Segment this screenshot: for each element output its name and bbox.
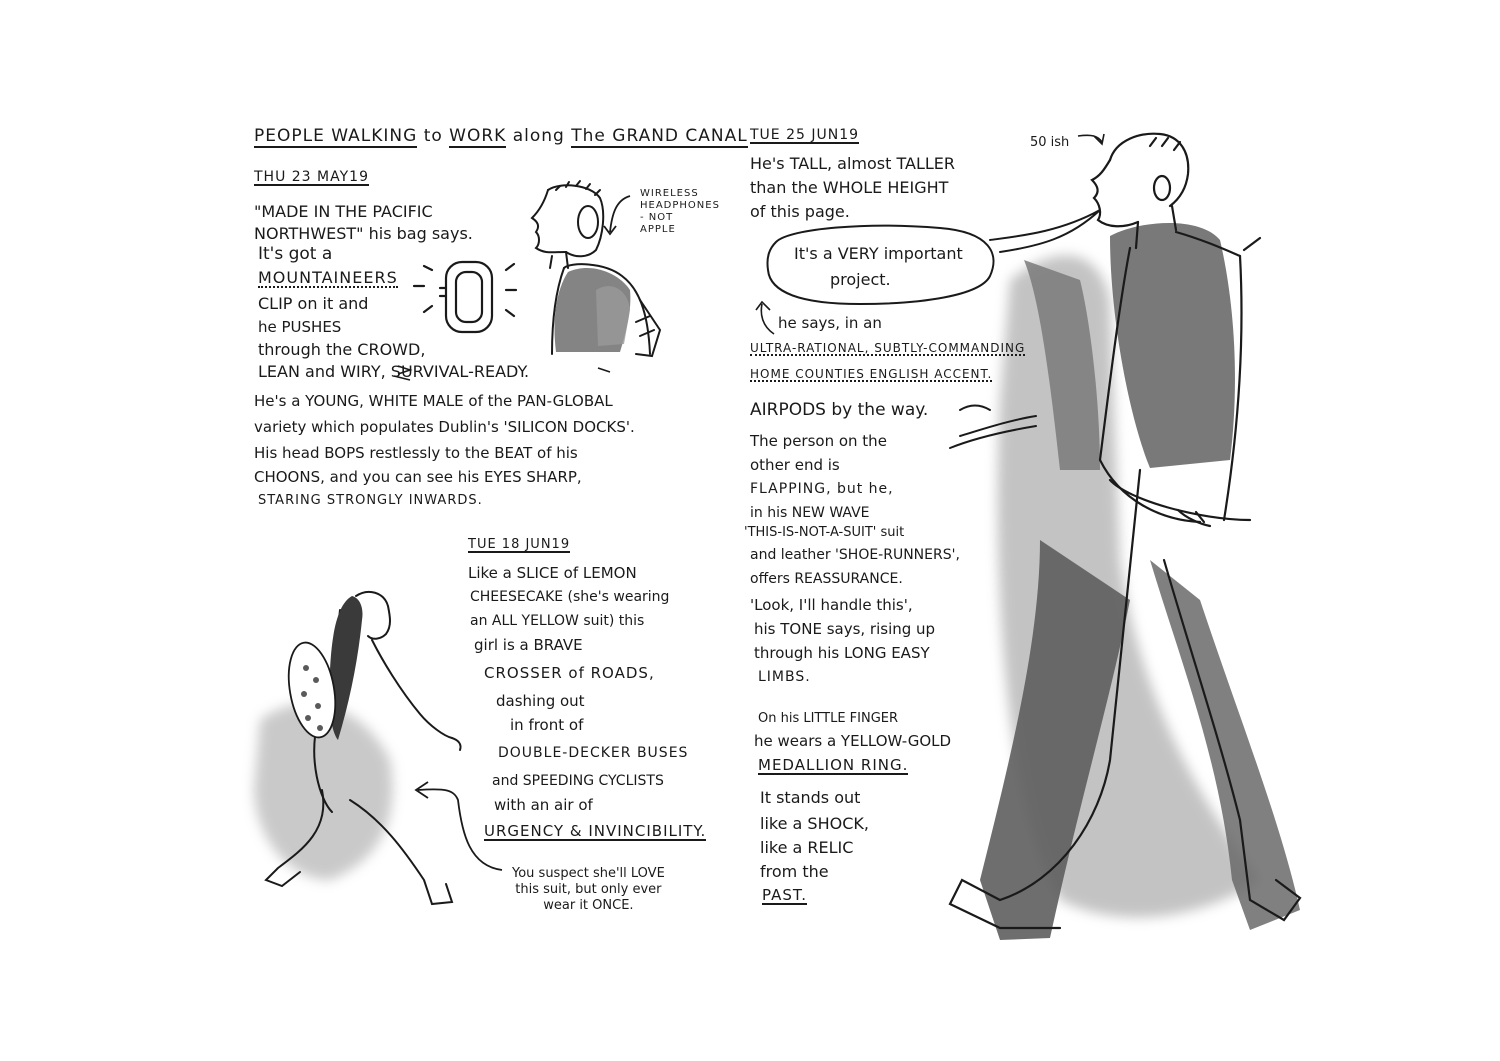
age-arrow — [1078, 134, 1104, 144]
entry-3-line: his TONE says, rising up — [754, 620, 936, 638]
headphones-arrow — [604, 196, 630, 234]
entry-3-line: like a RELIC — [760, 838, 854, 857]
entry-1-line: He's a YOUNG, WHITE MALE of the PAN-GLOBAL — [254, 392, 613, 410]
entry-1-line: NORTHWEST" his bag says. — [254, 224, 473, 243]
title-part-2: to — [423, 126, 443, 146]
entry-3-line: FLAPPING, but he, — [750, 481, 894, 497]
speech-line: It's a VERY important — [794, 244, 963, 263]
entry-2-line: Like a SLICE of LEMON — [468, 564, 637, 582]
entry-2-line: DOUBLE-DECKER BUSES — [498, 745, 689, 761]
entry-2-line: CHEESECAKE (she's wearing — [470, 589, 670, 605]
entry-1-line: CLIP on it and — [258, 294, 369, 313]
title-part-4: along — [512, 126, 565, 146]
entry-2-line: with an air of — [494, 796, 593, 814]
entry-1-line: His head BOPS restlessly to the BEAT of his — [254, 444, 578, 462]
entry-3-line: and leather 'SHOE-RUNNERS', — [750, 547, 960, 563]
backpack-fill — [555, 268, 631, 352]
entry-2-date: TUE 18 JUN19 — [468, 537, 571, 552]
entry-2-line: dashing out — [496, 692, 585, 710]
entry-1-line: through the CROWD, — [258, 340, 426, 359]
entry-3-line: PAST. — [762, 886, 808, 904]
entry-3-line: On his LITTLE FINGER — [758, 711, 899, 726]
entry-2-line: CROSSER of ROADS, — [484, 664, 655, 682]
title-part-3: WORK — [449, 126, 507, 146]
entry-3-intro-line: of this page. — [750, 202, 850, 221]
entry-1-line: It's got a — [258, 244, 333, 264]
annotation-line: HEADPHONES — [640, 200, 720, 211]
entry-3-line: MEDALLION RING. — [758, 756, 909, 774]
entry-3-line: from the — [760, 862, 829, 881]
entry-3-line: HOME COUNTIES ENGLISH ACCENT. — [750, 367, 993, 381]
entry-3-line: he wears a YELLOW-GOLD — [754, 732, 952, 750]
title-part-1: PEOPLE WALKING — [254, 126, 418, 146]
entry-3-line: like a SHOCK, — [760, 814, 869, 833]
entry-3-intro-line: than the WHOLE HEIGHT — [750, 178, 949, 197]
entry-1-line: STARING STRONGLY INWARDS. — [258, 493, 483, 508]
annotation-line: APPLE — [640, 224, 676, 235]
page-header — [254, 128, 748, 145]
entry-1-line: "MADE IN THE PACIFIC — [254, 202, 433, 221]
entry-3-intro-line: He's TALL, almost TALLER — [750, 154, 956, 173]
entry-1-line: CHOONS, and you can see his EYES SHARP, — [254, 468, 582, 486]
entry-2-line: an ALL YELLOW suit) this — [470, 613, 645, 629]
entry-1-line: variety which populates Dublin's 'SILICON DOCKS'. — [254, 418, 635, 436]
entry-3-line: 'Look, I'll handle this', — [750, 596, 913, 614]
entry-3-line: AIRPODS by the way. — [750, 400, 929, 420]
entry-1-line: he PUSHES — [258, 318, 342, 336]
entry-3-line: in his NEW WAVE — [750, 505, 870, 521]
entry-3-line: LIMBS. — [758, 669, 811, 685]
title-part-5: The GRAND CANAL — [571, 126, 748, 146]
entry-3-date: TUE 25 JUN19 — [750, 127, 860, 143]
entry-2-line: in front of — [510, 716, 584, 734]
entry-2-line: URGENCY & INVINCIBILITY. — [484, 822, 707, 840]
age-label: 50 ish — [1030, 135, 1070, 150]
carabiner-icon — [414, 262, 516, 332]
entry-3-line: through his LONG EASY — [754, 644, 930, 662]
annotation-line: WIRELESS — [640, 188, 699, 199]
speech-line: project. — [830, 270, 891, 289]
entry-3-line: other end is — [750, 456, 840, 474]
entry-3-line: It stands out — [760, 788, 861, 807]
entry-1-line: LEAN and WIRY, SURVIVAL-READY. — [258, 362, 530, 381]
headphones-annotation — [640, 188, 720, 236]
annotation-line: wear it ONCE. — [543, 898, 634, 913]
entry-3-line: he says, in an — [778, 314, 882, 332]
annotation-line: - NOT — [640, 212, 674, 223]
suit-annotation — [512, 866, 665, 914]
says-arrow — [756, 302, 774, 334]
annotation-line: You suspect she'll LOVE — [512, 866, 665, 881]
entry-3-line: offers REASSURANCE. — [750, 571, 903, 587]
entry-2-line: and SPEEDING CYCLISTS — [492, 773, 664, 789]
annotation-line: this suit, but only ever — [515, 882, 662, 897]
entry-1-line: MOUNTAINEERS — [258, 268, 398, 287]
entry-3-line: The person on the — [750, 432, 887, 450]
entry-2-line: girl is a BRAVE — [474, 636, 583, 654]
entry-3-line: ULTRA-RATIONAL, SUBTLY-COMMANDING — [750, 341, 1026, 355]
entry-1-date: THU 23 MAY19 — [254, 169, 369, 185]
entry-3-line: 'THIS-IS-NOT-A-SUIT' suit — [744, 525, 905, 540]
